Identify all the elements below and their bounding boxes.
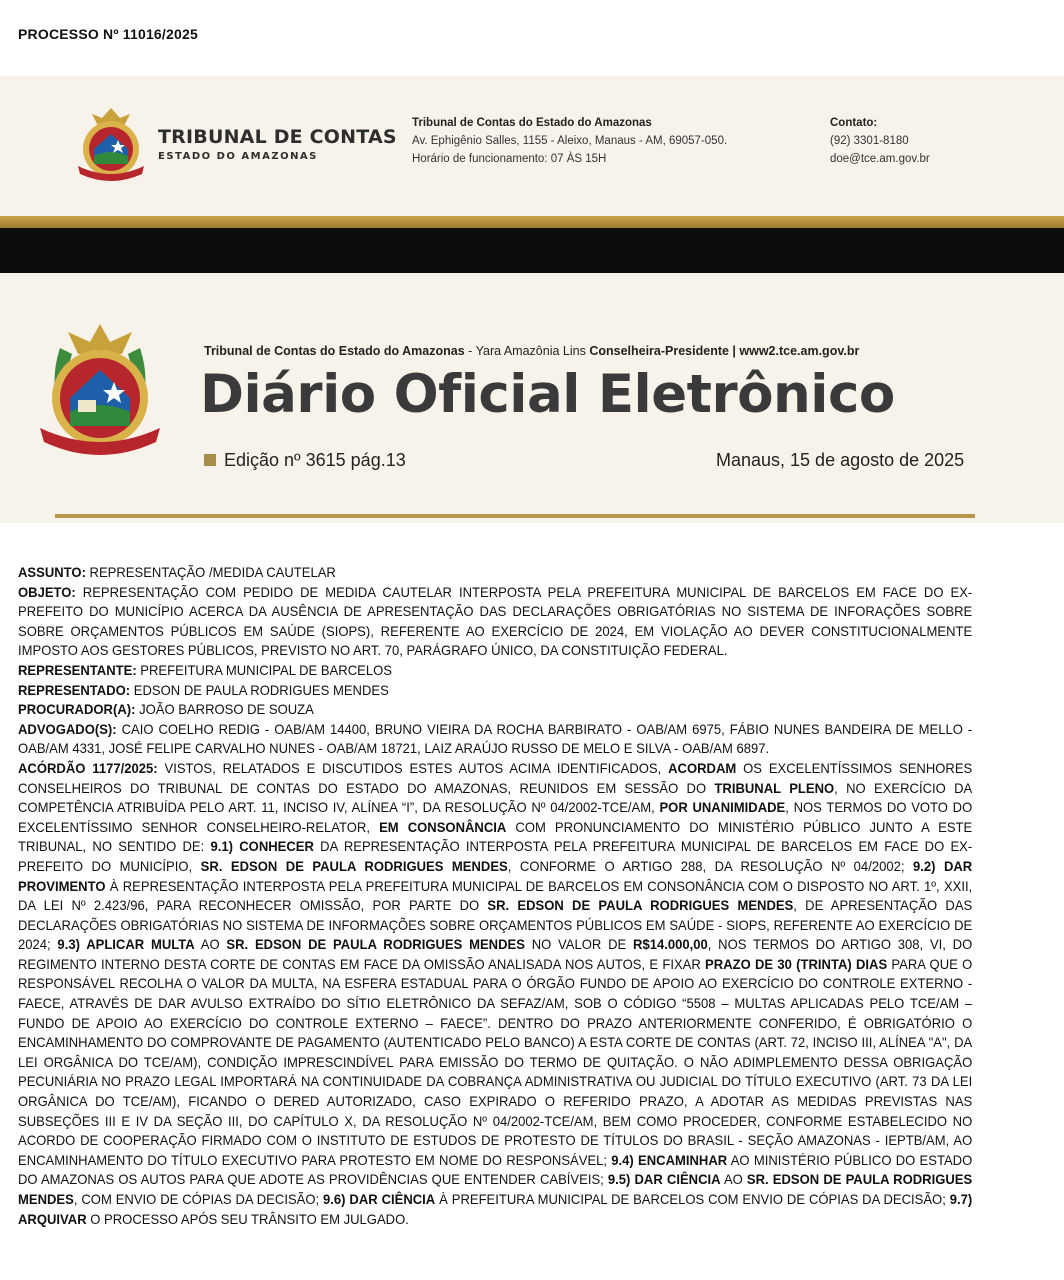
representante-value: PREFEITURA MUNICIPAL DE BARCELOS xyxy=(136,662,392,678)
contact-block xyxy=(830,114,930,168)
acordao-paragraph xyxy=(18,759,972,1229)
representado-label: REPRESENTADO: xyxy=(18,682,131,698)
acordao-text-run: DA REPRESENTAÇÃO INTERPOSTA PELA PREFEITURA MUNICIPAL DE BARCELOS EM FACE DO EX-PREFEITO DO MUNICÍPIO, xyxy=(18,839,973,874)
acordao-text-run: , NOS TERMOS DO VOTO DO EXCELENTÍSSIMO SENHOR CONSELHEIRO-RELATOR, xyxy=(18,800,973,835)
acordao-text-run: , COM ENVIO DE CÓPIAS DA DECISÃO; xyxy=(73,1192,324,1207)
brand-subtitle: ESTADO DO AMAZONAS xyxy=(158,151,318,162)
masthead-org: Tribunal de Contas do Estado do Amazonas xyxy=(204,344,465,358)
advogados-value: CAIO COELHO REDIG - OAB/AM 14400, BRUNO VIEIRA DA ROCHA BARBIRATO - OAB/AM 6975, FÁBIO NUNES BANDEIRA DE MELLO - OAB/AM 4331, JOSÉ FELIPE CARVALHO NUNES - OAB/AM 18721, LAIZ ARAÚJO RUSSO DE MELO E SILVA - OAB/AM 6897. xyxy=(18,721,973,757)
acordao-text-run: AO xyxy=(194,937,227,953)
gold-divider xyxy=(0,216,1064,228)
address-title: Tribunal de Contas do Estado do Amazonas xyxy=(412,117,652,129)
contact-label: Contato: xyxy=(830,117,878,129)
acordao-text-run: PARA QUE O RESPONSÁVEL RECOLHA O VALOR DA MULTA, NA ESFERA ESTADUAL PARA O ÓRGÃO FUNDO DE APOIO AO EXERCÍCIO DO CONTROLE EXTERNO - FAECE, ATRAVÉS DE DAR AVULSO EXTRAÍDO DO SÍTIO ELETRÔNICO DA SEFAZ/AM, SOB O CÓDIGO “5508 – MULTAS APLICADAS PELO TCE/AM – FUNDO DE APOIO AO EXERCÍCIO DO CONTROLE EXTERNO – FAECE”. DENTRO DO PRAZO ANTERIORMENTE CONFERIDO, É OBRIGATÓRIO O ENCAMINHAMENTO DO COMPROVANTE DE PAGAMENTO (AUTENTICADO PELO BANCO) A ESTA CORTE DE CONTAS (ART. 72, INCISO III, ALÍNEA "A", DA LEI ORGÂNICA DO TCE/AM), CONDIÇÃO IMPRESCINDÍVEL PARA EMISSÃO DO TERMO DE QUITAÇÃO. O NÃO ADIMPLEMENTO DESSA OBRIGAÇÃO PECUNIÁRIA NO PRAZO LEGAL IMPORTARÁ NA CONTINUIDADE DA COBRANÇA ADMINISTRATIVA OU JUDICIAL DO TÍTULO EXECUTIVO (ART. 73 DA LEI ORGÂNICA DO TCE/AM), FICANDO O DERED AUTORIZADO, CASO EXPIRADO O REFERIDO PRAZO, A ADOTAR AS MEDIDAS PREVISTAS NAS SUBSEÇÕES III E IV DA SEÇÃO III, DO CAPÍTULO X, DA RESOLUÇÃO Nº 04/2002-TCE/AM, BEM COMO PROCEDER, CONFORME ESTABELECIDO NO ACORDO DE COOPERAÇÃO FIRMADO COM O INSTITUTO DE ESTUDOS DE PROTESTO DE TÍTULOS DO BRASIL - SEÇÃO AMAZONAS - IEPTB/AM, AO ENCAMINHAMENTO DO TÍTULO EXECUTIVO PARA PROTESTO EM NOME DO RESPONSÁVEL; xyxy=(18,956,973,1168)
acordao-bold-run: SR. EDSON DE PAULA RODRIGUES MENDES xyxy=(226,937,525,953)
acordao-bold-run: TRIBUNAL PLENO xyxy=(714,780,835,796)
acordao-bold-run: 9.1) CONHECER xyxy=(210,839,314,855)
acordao-bold-run: SR. EDSON DE PAULA RODRIGUES MENDES xyxy=(487,898,794,914)
acordao-text-run: , DE APRESENTAÇÃO DAS DECLARAÇÕES OBRIGATÓRIAS NO SISTEMA DE INFORMAÇÕES SOBRE ORÇAMENTOS PÚBLICOS EM SAÚDE - SIOPS, REFERENTE AO EXERCÍCIO DE 2024; xyxy=(18,898,973,953)
edition-square-icon xyxy=(204,454,216,466)
acordao-text-run: OS EXCELENTÍSSIMOS SENHORES CONSELHEIROS DO TRIBUNAL DE CONTAS DO ESTADO DO AMAZONAS, REUNIDOS EM SESSÃO DO xyxy=(18,760,973,796)
acordao-bold-run: 9.3) APLICAR MULTA xyxy=(57,937,195,953)
acordao-bold-run: EM CONSONÂNCIA xyxy=(379,819,507,835)
address-block xyxy=(412,114,727,168)
acordao-text-run: À PREFEITURA MUNICIPAL DE BARCELOS COM ENVIO DE CÓPIAS DA DECISÃO; xyxy=(435,1192,950,1207)
document-body xyxy=(18,563,972,1229)
advogados-label: ADVOGADO(S): xyxy=(18,721,117,737)
acordao-text-run: , CONFORME O ARTIGO 288, DA RESOLUÇÃO Nº 04/2002; xyxy=(507,858,913,874)
objeto-label: OBJETO: xyxy=(18,584,76,600)
representante-label: REPRESENTANTE: xyxy=(18,662,137,678)
acordao-bold-run: 9.2) DAR PROVIMENTO xyxy=(18,858,973,894)
procurador-value: JOÃO BARROSO DE SOUZA xyxy=(135,702,314,718)
acordao-bold-run: R$14.000,00 xyxy=(633,937,708,953)
acordao-text-run: AO xyxy=(720,1172,747,1188)
brand-block xyxy=(158,126,397,162)
acordao-text-run: , NOS TERMOS DO ARTIGO 308, VI, DO REGIMENTO INTERNO DESTA CORTE DE CONTAS EM FACE DA OMISSÃO ANALISADA NOS AUTOS, E FIXAR xyxy=(18,937,973,972)
acordao-bold-run: SR. EDSON DE PAULA RODRIGUES MENDES xyxy=(200,858,508,874)
acordao-text-run: AO MINISTÉRIO PÚBLICO DO ESTADO DO AMAZONAS OS AUTOS PARA QUE ADOTE AS PROVIDÊNCIAS QUE ENTENDER CABÍVEIS; xyxy=(18,1152,973,1188)
acordao-text-run: , NO EXERCÍCIO DA COMPETÊNCIA ATRIBUÍDA PELO ART. 11, INCISO IV, ALÍNEA “I”, DA RESOLUÇÃO Nº 04/2002-TCE/AM, xyxy=(18,780,973,816)
advogados-line xyxy=(18,720,972,759)
assunto-label: ASSUNTO: xyxy=(18,565,86,580)
process-number: PROCESSO Nº 11016/2025 xyxy=(18,26,198,42)
acordao-text-run: NO VALOR DE xyxy=(524,937,634,953)
president-title: Conselheira-Presidente | www2.tce.am.gov.br xyxy=(589,344,860,358)
edition-text: Edição nº 3615 pág.13 xyxy=(224,450,406,470)
acordao-bold-run: 9.4) ENCAMINHAR xyxy=(611,1152,728,1168)
assunto-value: REPRESENTAÇÃO /MEDIDA CAUTELAR xyxy=(85,565,336,580)
acordao-text-run: COM PRONUNCIAMENTO DO MINISTÉRIO PÚBLICO JUNTO A ESTE TRIBUNAL, NO SENTIDO DE: xyxy=(18,819,973,855)
acordao-bold-run: POR UNANIMIDADE xyxy=(659,800,786,816)
masthead-separator: - xyxy=(464,344,476,358)
publication-date: Manaus, 15 de agosto de 2025 xyxy=(716,450,965,470)
acordao-bold-run: PRAZO DE 30 (TRINTA) DIAS xyxy=(705,956,888,972)
contact-email[interactable]: doe@tce.am.gov.br xyxy=(830,153,930,165)
masthead-org-line xyxy=(204,344,859,358)
acordao-text-run: O PROCESSO APÓS SEU TRÂNSITO EM JULGADO. xyxy=(86,1211,409,1227)
edition-info xyxy=(204,450,406,471)
acordao-bold-run: 9.5) DAR CIÊNCIA xyxy=(607,1172,721,1188)
procurador-label: PROCURADOR(A): xyxy=(18,702,136,718)
procurador-line xyxy=(18,700,972,720)
acordao-bold-run: ACORDAM xyxy=(668,760,737,776)
acordao-text-run: VISTOS, RELATADOS E DISCUTIDOS ESTES AUTOS ACIMA IDENTIFICADOS, xyxy=(157,760,669,776)
acordao-bold-run: 9.6) DAR CIÊNCIA xyxy=(323,1192,436,1207)
coat-of-arms-icon xyxy=(72,104,150,186)
acordao-bold-run: ACÓRDÃO 1177/2025: xyxy=(18,760,158,776)
representante-line xyxy=(18,661,972,681)
address-line: Av. Ephigênio Salles, 1155 - Aleixo, Manaus - AM, 69057-050. xyxy=(412,135,728,147)
acordao-bold-run: SR. EDSON DE PAULA RODRIGUES MENDES xyxy=(18,1172,973,1207)
brand-title: TRIBUNAL DE CONTAS xyxy=(158,126,397,148)
assunto-line xyxy=(18,563,972,583)
objeto-line xyxy=(18,583,972,661)
hours-line: Horário de funcionamento: 07 ÀS 15H xyxy=(412,153,607,165)
objeto-value: REPRESENTAÇÃO COM PEDIDO DE MEDIDA CAUTELAR INTERPOSTA PELA PREFEITURA MUNICIPAL DE BARCELOS EM FACE DO EX-PREFEITO DO MUNICÍPIO ACERCA DA AUSÊNCIA DE APRESENTAÇÃO DAS DECLARAÇÕES OBRIGATÓRIAS NO SISTEMA DE INFORAÇÕES SOBRE SOBRE ORÇAMENTOS PÚBLICOS EM SAÚDE (SIOPS), REFERENTE AO EXERCÍCIO DE 2024, EM VIOLAÇÃO AO DEVER CONSTITUCIONALMENTE IMPOSTO AOS GESTORES PÚBLICOS, PREVISTO NO ART. 70, PARÁGRAFO ÚNICO, DA CONSTITUIÇÃO FEDERAL. xyxy=(18,584,973,659)
representado-line xyxy=(18,681,972,701)
contact-phone: (92) 3301-8180 xyxy=(830,135,909,147)
black-divider xyxy=(0,228,1064,273)
president-name: Yara Amazônia Lins xyxy=(475,344,586,358)
acordao-bold-run: 9.7) ARQUIVAR xyxy=(18,1192,973,1227)
masthead-title: Diário Oficial Eletrônico xyxy=(200,364,895,425)
masthead-rule xyxy=(55,514,975,518)
coat-of-arms-icon xyxy=(30,318,170,468)
acordao-text-run: À REPRESENTAÇÃO INTERPOSTA PELA PREFEITURA MUNICIPAL DE BARCELOS EM CONSONÂNCIA COM O DISPOSTO NO ART. 1º, XXII, DA LEI Nº 2.423/96, PARA RECONHECER OMISSÃO, POR PARTE DO xyxy=(18,878,973,914)
representado-value: EDSON DE PAULA RODRIGUES MENDES xyxy=(130,682,389,698)
